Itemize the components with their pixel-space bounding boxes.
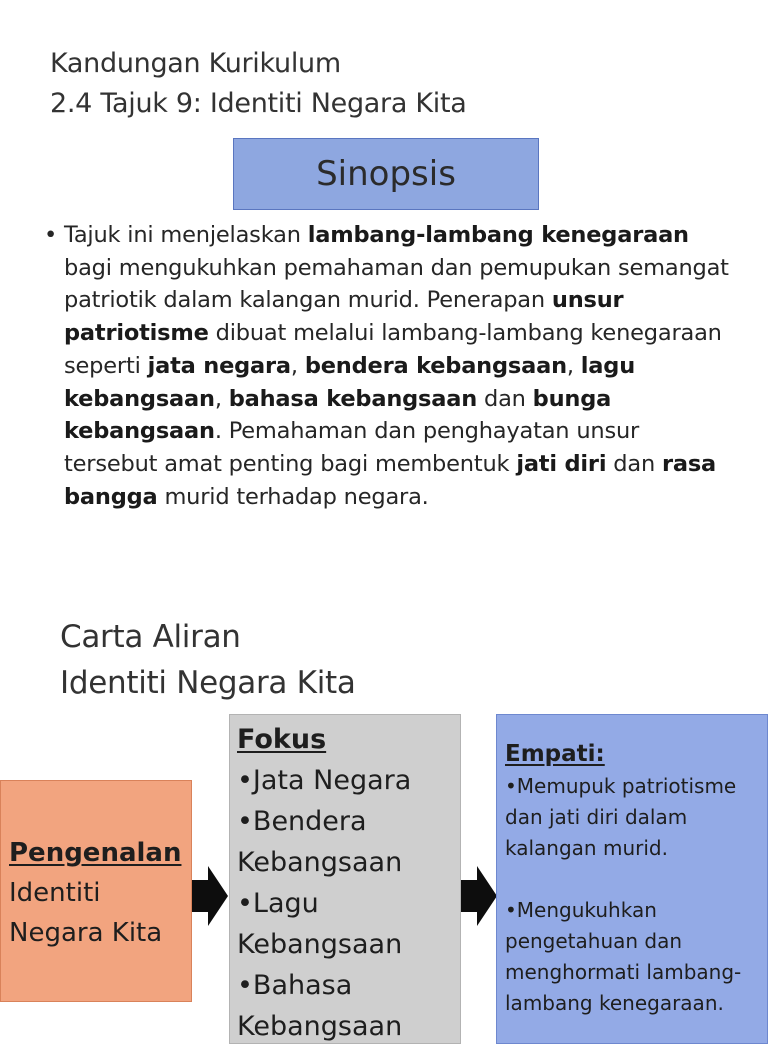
synopsis-text-run: . Pemahaman dan penghayatan unsur tersebut amat penting bagi membentuk: [64, 418, 640, 477]
synopsis-text-run: ,: [290, 352, 305, 379]
synopsis-keyword: lagu kebangsaan: [64, 352, 636, 412]
synopsis-text-run: dan: [606, 450, 662, 477]
empati-line: kalangan murid.: [505, 836, 668, 860]
synopsis-keyword: unsur patriotisme: [64, 287, 624, 347]
empati-line: dan jati diri dalam: [505, 805, 688, 829]
fokus-item: Kebangsaan: [237, 929, 403, 960]
pengenalan-box: [0, 780, 192, 1002]
synopsis-text-run: dan: [477, 385, 533, 412]
page-title: [50, 44, 467, 124]
empati-line: pengetahuan dan: [505, 929, 683, 953]
empati-line: menghormati lambang-: [505, 960, 742, 984]
synopsis-text-run: ,: [566, 352, 581, 379]
synopsis-keyword: jati diri: [516, 450, 607, 477]
synopsis-keyword: jata negara: [147, 352, 291, 379]
synopsis-keyword: rasa bangga: [64, 450, 717, 510]
synopsis-keyword: bendera kebangsaan: [304, 352, 567, 379]
fokus-item: Kebangsaan: [237, 847, 403, 878]
synopsis-text-run: bagi mengukuhkan pemahaman dan pemupukan semangat patriotik dalam kalangan murid. Penerapan: [64, 254, 729, 314]
fokus-item: •Lagu: [237, 888, 319, 919]
flow-chart-title: [60, 614, 356, 706]
fokus-item: •Bendera: [237, 806, 367, 837]
synopsis-text-run: murid terhadap negara.: [157, 483, 429, 510]
empati-line: •Mengukuhkan: [505, 898, 657, 922]
spacer: [505, 864, 767, 895]
empati-line: •Memupuk patriotisme: [505, 774, 737, 798]
empati-box: [496, 714, 768, 1044]
flow-title-line-1: Carta Aliran: [60, 619, 241, 655]
flow-title-line-2: Identiti Negara Kita: [60, 665, 356, 701]
fokus-heading: Fokus: [237, 724, 327, 755]
pengenalan-line: Identiti: [9, 878, 101, 908]
title-line-1: Kandungan Kurikulum: [50, 48, 341, 79]
pengenalan-line: Negara Kita: [9, 918, 163, 948]
empati-heading: Empati:: [505, 741, 605, 767]
synopsis-keyword: lambang-lambang kenegaraan: [307, 222, 689, 248]
synopsis-body: [64, 219, 734, 513]
title-line-2: 2.4 Tajuk 9: Identiti Negara Kita: [50, 88, 467, 119]
synopsis-paragraph: [44, 219, 734, 513]
right-arrow-icon: [192, 866, 228, 926]
synopsis-heading-box: [233, 138, 539, 210]
synopsis-text-run: dibuat melalui lambang-lambang kenegaraan seperti: [64, 320, 722, 379]
right-arrow-icon: [461, 866, 497, 926]
synopsis-heading: Sinopsis: [316, 154, 456, 194]
fokus-item: •Jata Negara: [237, 765, 412, 796]
synopsis-keyword: bahasa kebangsaan: [228, 385, 478, 412]
synopsis-text-run: ,: [214, 385, 229, 412]
pengenalan-heading: Pengenalan: [9, 838, 182, 868]
synopsis-text-run: Tajuk ini menjelaskan: [64, 222, 308, 248]
fokus-box: [229, 714, 461, 1044]
empati-line: lambang kenegaraan.: [505, 991, 724, 1015]
fokus-item: Kebangsaan: [237, 1011, 403, 1042]
fokus-item: •Bahasa: [237, 970, 353, 1001]
synopsis-keyword: bunga kebangsaan: [64, 385, 612, 445]
bullet: •: [44, 222, 58, 248]
